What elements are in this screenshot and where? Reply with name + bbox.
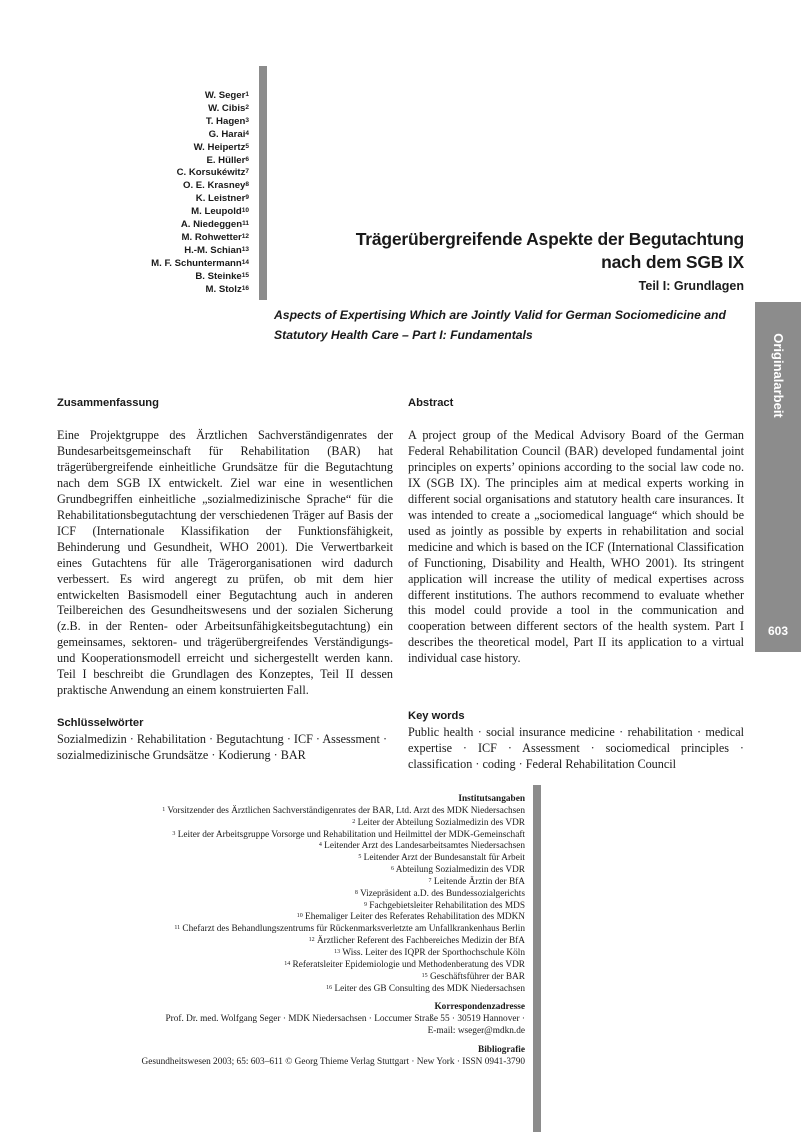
paper-subtitle: Teil I: Grundlagen — [638, 279, 744, 293]
author: W. Seger$^1$ — [204, 90, 249, 101]
korrespondenz-address: Prof. Dr. med. Wolfgang Seger · MDK Niedersachsen · Loccumer Straße 55 · 30519 Hannover · — [165, 1014, 525, 1025]
keywords-heading: Key words — [408, 710, 465, 722]
author: C. Korsukéwitz$^7$ — [176, 167, 249, 179]
english-title: Aspects of Expertising Which are Jointly Valid for German Sociomedicine and Statutory Health Care – Part I: Fundamentals — [274, 308, 726, 342]
author: M. Leupold$^{10}$ — [191, 206, 249, 218]
abstract-text: A project group of the Medical Advisory Board of the German Federal Rehabilitation Council (BAR) developed fundamental joint principles on experts’ opinions according to the social law code no. IX (SGB IX). The principles aim at medical experts working in different social organisations and statutory health care insurances. It was intended to create a „sociomedical language“ which should be used as jointly as possible by experts in rehabilitation and social medicine and which is based on the ICF (International Classification of Functioning, Disability and Health, WHO 2001). Its stringent application will increase the utility of medical expertises across different institutions. The authors recommend to evaluate whether this model could provide a tool in the communication and cooperation between different sectors of the health system. Part I describes the theoretical model, Part II its application to a virtual individual case history. — [408, 428, 744, 666]
author: H.-M. Schian$^{13}$ — [184, 244, 249, 256]
affiliation: $^{11}$ Chefarzt des Behandlungszentrums für Rückenmarksverletzte am Unfallkrankenhaus Berlin — [174, 924, 525, 935]
author: M. Rohwetter$^{12}$ — [181, 231, 249, 243]
affiliation: $^7$ Leitende Ärztin der BfA — [428, 876, 525, 887]
author: O. E. Krasney$^8$ — [182, 180, 249, 192]
affiliation: $^8$ Vizepräsident a.D. des Bundessozialgerichts — [354, 888, 525, 899]
side-tab — [755, 302, 801, 652]
author: M. F. Schuntermann$^{14}$ — [151, 257, 249, 269]
affiliation: $^{10}$ Ehemaliger Leiter des Referates Rehabilitation des MDKN — [296, 912, 525, 923]
paper-title: Trägerübergreifende Aspekte der Begutachtung nach dem SGB IX — [355, 229, 744, 272]
affiliation: $^{13}$ Wiss. Leiter des IQPR der Sporthochschule Köln — [334, 947, 525, 958]
article-type-label: Originalarbeit — [770, 332, 786, 418]
author: W. Heipertz$^5$ — [193, 141, 249, 153]
author: B. Steinke$^{15}$ — [195, 270, 249, 282]
author: W. Cibis$^2$ — [208, 102, 249, 114]
affiliation: $^{15}$ Geschäftsführer der BAR — [421, 971, 525, 982]
affiliation: $^1$ Vorsitzender des Ärztlichen Sachverständigenrates der BAR, Ltd. Arzt des MDK Niedersachsen — [162, 805, 525, 816]
author: E. Hüller$^6$ — [206, 154, 249, 166]
institutsangaben-heading: Institutsangaben — [458, 794, 525, 804]
author: A. Niedeggen$^{11}$ — [180, 219, 249, 231]
affiliation: $^{16}$ Leiter des GB Consulting des MDK Niedersachsen — [326, 983, 525, 994]
author-list — [151, 90, 249, 297]
abstract-heading: Abstract — [408, 397, 454, 409]
affiliation: $^5$ Leitender Arzt der Bundesanstalt für Arbeit — [358, 853, 525, 864]
affiliation: $^9$ Fachgebietsleiter Rehabilitation des MDS — [363, 900, 525, 911]
zusammenfassung-heading: Zusammenfassung — [57, 397, 159, 409]
schluesselwoerter-heading: Schlüsselwörter — [57, 717, 144, 729]
bibliografie-heading: Bibliografie — [478, 1044, 525, 1055]
affiliation: $^3$ Leiter der Arbeitsgruppe Vorsorge und Rehabilitation und Heilmittel der MDK-Gemeinschaft — [172, 829, 525, 840]
affiliation: $^4$ Leitender Arzt des Landesarbeitsamtes Niedersachsen — [318, 841, 525, 852]
page-number: 603 — [767, 624, 789, 638]
affiliation: $^2$ Leiter der Abteilung Sozialmedizin des VDR — [352, 817, 525, 828]
affiliation: $^{14}$ Referatsleiter Epidemiologie und Methodenberatung des VDR — [284, 959, 525, 970]
affiliation: $^{12}$ Ärztlicher Referent des Fachbereiches Medizin der BfA — [308, 936, 525, 947]
author: M. Stolz$^{16}$ — [205, 283, 249, 295]
korrespondenz-heading: Korrespondenzadresse — [434, 1002, 525, 1013]
keywords-text: Public health · social insurance medicine · rehabilitation · medical expertise · ICF · Assessment · sociomedical principles · classification · coding · Federal Rehabilitation Council — [408, 725, 744, 771]
affiliation: $^6$ Abteilung Sozialmedizin des VDR — [390, 865, 525, 876]
korrespondenz-email: E-mail: wseger@mdkn.de — [427, 1026, 525, 1037]
footnotes — [55, 794, 525, 1069]
author: G. Harai$^4$ — [208, 128, 249, 140]
author: T. Hagen$^3$ — [205, 115, 249, 127]
zusammenfassung-text: Eine Projektgruppe des Ärztlichen Sachverständigenrates der Bundesarbeitsgemeinschaft für Rehabilitation (BAR) hat trägerübergreifende einheitliche Grundsätze für die Begutachtung nach dem SGB IX entwickelt. Ziel war eine in wesentlichen Grundbegriffen einheitliche „sozialmedizinische Sprache“ für die Rehabilitationsbegutachtung der verschiedenen Träger auf Basis der ICF (Internationale Klassifikation der Funktionsfähigkeit, Behinderung und Gesundheit, WHO 2001). Die Verwertbarkeit eines Gutachtens für alle Trägerorganisationen wird dadurch verbessert. Es wird angeregt zu prüfen, ob mit dem hier entwickelten Basismodell einer Begutachtung auch in anderen Teilbereichen des Gesundheitswesens und der sozialen Sicherung (z.B. in der Renten- oder Arbeitsunfähigkeitsbegutachtung) ein gemeinsames, sektoren- und trägerübergreifendes Verständigungs- und Kooperationsmodell erreicht und sichergestellt werden kann. Teil I beschreibt die Grundlagen des Konzeptes, Teil II dessen praktische Anwendung an einem konstruierten Fall. — [57, 428, 393, 698]
schluesselwoerter-text: Sozialmedizin · Rehabilitation · Begutachtung · ICF · Assessment · sozialmedizinische Grundsätze · Kodierung · BAR — [57, 732, 388, 762]
footnote-divider-bar — [533, 785, 541, 1132]
bibliografie-text: Gesundheitswesen 2003; 65: 603–611 © Georg Thieme Verlag Stuttgart · New York · ISSN 0941-3790 — [141, 1056, 525, 1067]
author: K. Leistner$^9$ — [195, 193, 249, 205]
